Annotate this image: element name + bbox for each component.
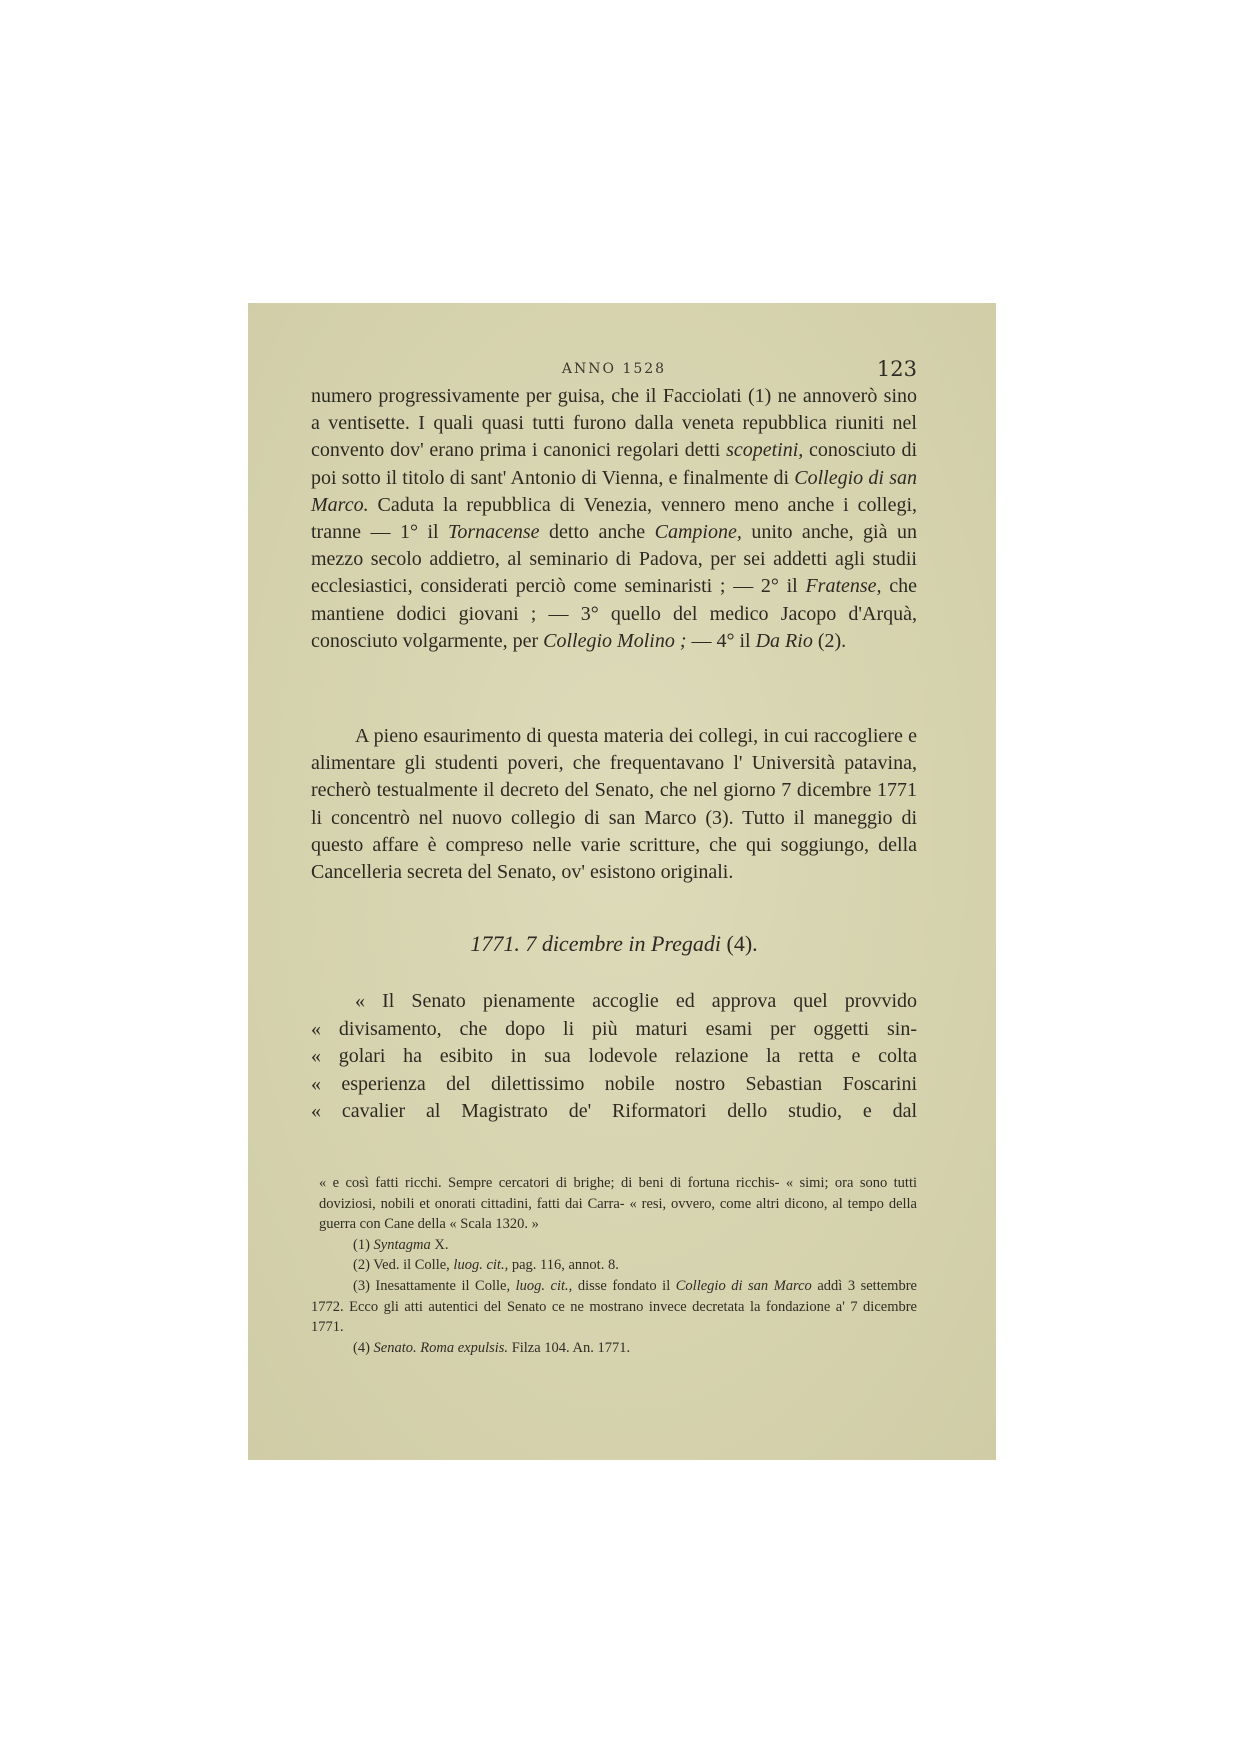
italic-run: Tornacense xyxy=(448,521,540,544)
text-run: unito anche, già un mezzo secolo addietro, al seminario di Padova, per sei addetti agli studii ecclesiastici, considerati perciò come seminaristi ; — 2° il xyxy=(311,521,917,598)
italic-run: Da Rio xyxy=(755,629,813,652)
running-head xyxy=(311,353,917,383)
italic-run: Syntagma xyxy=(373,1236,431,1253)
italic-run: Campione, xyxy=(654,521,742,544)
italic-run: Senato. Roma expulsis. xyxy=(373,1339,509,1356)
text-run: addì 3 settembre 1772. Ecco gli atti autentici del Senato ce ne mostrano invece decretata la fondazione a' 7 dicembre 1771. xyxy=(311,1277,917,1336)
section-heading xyxy=(311,931,917,957)
text-run: disse fondato il xyxy=(572,1277,676,1294)
italic-run: Collegio di san Marco. xyxy=(311,466,917,516)
text-run: (2). xyxy=(812,629,847,652)
footnote-number: (1) xyxy=(353,1236,374,1253)
text-run: X. xyxy=(430,1236,449,1253)
footnote-1 xyxy=(311,1235,917,1256)
decree-quote xyxy=(311,988,917,1126)
text-run: Filza 104. An. 1771. xyxy=(508,1339,631,1356)
footnote-number: (4) xyxy=(353,1339,374,1356)
quote-line: « esperienza del dilettissimo nobile nostro Sebastian Foscarini xyxy=(311,1072,917,1095)
text-run: Caduta la repubblica di Venezia, vennero meno anche i collegi, tranne — 1° il xyxy=(311,493,917,544)
quote-line: « Il Senato pienamente accoglie ed approva quel provvido xyxy=(355,990,917,1012)
italic-run: Fratense, xyxy=(805,575,882,598)
running-title: ANNO 1528 xyxy=(561,361,667,377)
text-run: pag. 116, annot. 8. xyxy=(508,1257,619,1274)
footnote-3 xyxy=(311,1276,917,1338)
footnotes xyxy=(311,1173,917,1358)
italic-run: luog. cit., xyxy=(453,1257,509,1274)
paragraph-1 xyxy=(311,383,917,655)
page-number: 123 xyxy=(876,357,917,381)
text-run: conosciuto di poi sotto il titolo di sant' Antonio di Vienna, e finalmente di xyxy=(311,439,917,489)
italic-run: scopetini, xyxy=(726,439,804,462)
italic-run: Collegio Molino ; xyxy=(543,629,687,652)
italic-run: luog. cit., xyxy=(515,1277,573,1294)
paragraph-2: A pieno esaurimento di questa materia dei collegi, in cui raccogliere e alimentare gli studenti poveri, che frequentavano l' Università patavina, recherò testualmente il decreto del Senato, che nel giorno 7 dicembre 1771 li concentrò nel nuovo collegio di san Marco (3). Tutto il maneggio di questo affare è compreso nelle varie scritture, che qui soggiungo, della Cancelleria secreta del Senato, ov' esistono originali. xyxy=(311,725,917,884)
text-run: (3) Inesattamente il Colle, xyxy=(353,1277,516,1294)
heading-text: 1771. 7 dicembre in Pregadi xyxy=(470,931,722,956)
scanned-page xyxy=(248,303,996,1460)
footnote-number: (2) Ved. il Colle, xyxy=(353,1257,454,1274)
text-run: detto anche xyxy=(539,521,655,544)
footnote-2 xyxy=(311,1255,917,1276)
text-run: numero progressivamente per guisa, che il Facciolati (1) ne annoverò sino a ventisette. I quali quasi tutti furono dalla veneta repubblica riuniti nel convento dov' erano prima i canonici regolari detti xyxy=(311,385,917,462)
quote-line: « divisamento, che dopo li più maturi esami per oggetti sin- xyxy=(311,1017,917,1040)
footnote-continuation: « e così fatti ricchi. Sempre cercatori di brighe; di beni di fortuna ricchis- « simi; ora sono tutti doviziosi, nobili et onorati cittadini, fatti dai Carra- « resi, ovvero, come altri dicono, al tempo della guerra con Cane della « Scala 1320. » xyxy=(319,1175,917,1233)
text-run: che mantiene dodici giovani ; — 3° quello del medico Jacopo d'Arquà, conosciuto volgarmente, per xyxy=(311,575,917,652)
quote-line: « golari ha esibito in sua lodevole relazione la retta e colta xyxy=(311,1045,917,1067)
quote-line: « cavalier al Magistrato de' Riformatori dello studio, e dal xyxy=(311,1100,917,1122)
text-run: — 4° il xyxy=(686,629,756,652)
heading-ref: (4). xyxy=(721,931,758,956)
italic-run: Collegio di san Marco xyxy=(675,1277,812,1294)
footnote-4 xyxy=(311,1338,917,1359)
